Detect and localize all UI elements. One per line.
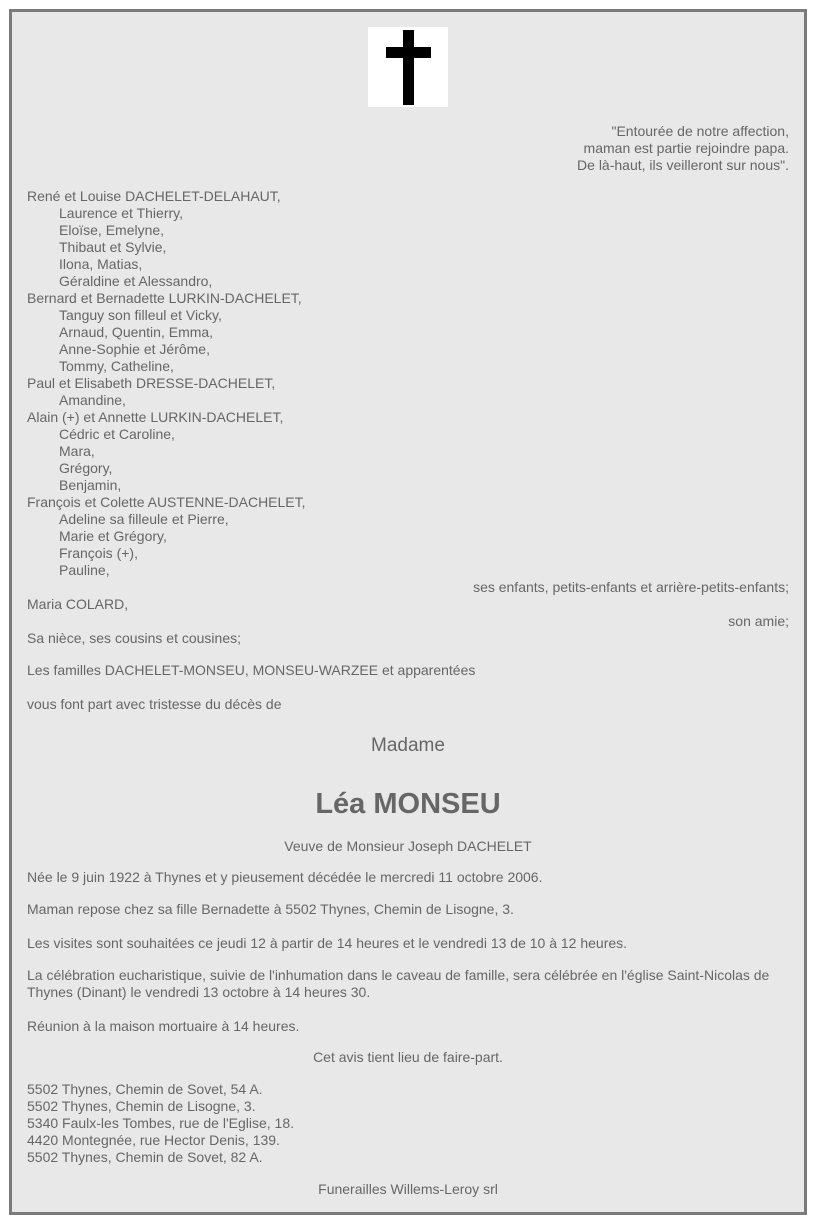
family-member: Laurence et Thierry, xyxy=(59,205,183,221)
funeral-home: Funerailles Willems-Leroy srl xyxy=(318,1181,498,1197)
family-member: Géraldine et Alessandro, xyxy=(59,273,213,289)
title-madame: Madame xyxy=(371,735,445,756)
family-member: Benjamin, xyxy=(59,477,122,493)
family-member: François (+), xyxy=(59,545,138,561)
address: 4420 Montegnée, rue Hector Denis, 139. xyxy=(27,1132,280,1148)
family-member: Amandine, xyxy=(59,392,126,408)
family-member: Ilona, Matias, xyxy=(59,256,143,272)
visits: Les visites sont souhaitées ce jeudi 12 à partir de 14 heures et le vendredi 13 de 10 à 12 heures. xyxy=(27,935,628,951)
quote-line-3: De là-haut, ils veilleront sur nous". xyxy=(577,157,789,173)
address: 5502 Thynes, Chemin de Sovet, 54 A. xyxy=(27,1081,263,1097)
address: 5340 Faulx-les Tombes, rue de l'Eglise, 18. xyxy=(27,1115,295,1131)
obituary-notice xyxy=(9,9,807,1215)
family-member: Eloïse, Emelyne, xyxy=(59,222,165,238)
family-head-5: François et Colette AUSTENNE-DACHELET, xyxy=(27,494,306,510)
family-member: Thibaut et Sylvie, xyxy=(59,239,167,255)
deceased-name: Léa MONSEU xyxy=(315,788,501,820)
family-member: Cédric et Caroline, xyxy=(59,426,175,442)
widow-of: Veuve de Monsieur Joseph DACHELET xyxy=(284,838,532,854)
birth-death: Née le 9 juin 1922 à Thynes et y pieusement décédée le mercredi 11 octobre 2006. xyxy=(27,869,543,885)
family-member: Mara, xyxy=(59,443,95,459)
family-member: Grégory, xyxy=(59,460,113,476)
reunion: Réunion à la maison mortuaire à 14 heures. xyxy=(27,1018,300,1034)
family-head-3: Paul et Elisabeth DRESSE-DACHELET, xyxy=(27,375,276,391)
family-member: Tommy, Catheline, xyxy=(59,358,174,374)
address: 5502 Thynes, Chemin de Lisogne, 3. xyxy=(27,1098,256,1114)
quote-line-1: "Entourée de notre affection, xyxy=(611,123,789,139)
family-member: Pauline, xyxy=(59,562,110,578)
celebration: La célébration eucharistique, suivie de l'inhumation dans le caveau de famille, sera célébrée en l'église Saint-Nicolas de Thynes (Dinant) le vendredi 13 octobre à 14 heures 30. xyxy=(27,967,770,1000)
family-member: Tanguy son filleul et Vicky, xyxy=(59,307,222,323)
friend-role: son amie; xyxy=(728,613,789,629)
announcement: vous font part avec tristesse du décès de xyxy=(27,696,282,712)
family-member: Marie et Grégory, xyxy=(59,528,167,544)
cross-icon xyxy=(368,27,448,107)
family-member: Arnaud, Quentin, Emma, xyxy=(59,324,214,340)
address: 5502 Thynes, Chemin de Sovet, 82 A. xyxy=(27,1149,263,1165)
children-summary: ses enfants, petits-enfants et arrière-petits-enfants; xyxy=(473,579,789,595)
family-head-1: René et Louise DACHELET-DELAHAUT, xyxy=(27,188,281,204)
family-head-4: Alain (+) et Annette LURKIN-DACHELET, xyxy=(27,409,284,425)
quote-line-2: maman est partie rejoindre papa. xyxy=(583,140,789,156)
notice: Cet avis tient lieu de faire-part. xyxy=(313,1049,503,1065)
niece-cousins: Sa nièce, ses cousins et cousines; xyxy=(27,630,242,646)
extended-families: Les familles DACHELET-MONSEU, MONSEU-WARZEE et apparentées xyxy=(27,662,476,678)
friend-name: Maria COLARD, xyxy=(27,596,129,612)
family-head-2: Bernard et Bernadette LURKIN-DACHELET, xyxy=(27,290,302,306)
resting-place: Maman repose chez sa fille Bernadette à 5502 Thynes, Chemin de Lisogne, 3. xyxy=(27,901,514,917)
family-member: Anne-Sophie et Jérôme, xyxy=(59,341,210,357)
family-member: Adeline sa filleule et Pierre, xyxy=(59,511,229,527)
